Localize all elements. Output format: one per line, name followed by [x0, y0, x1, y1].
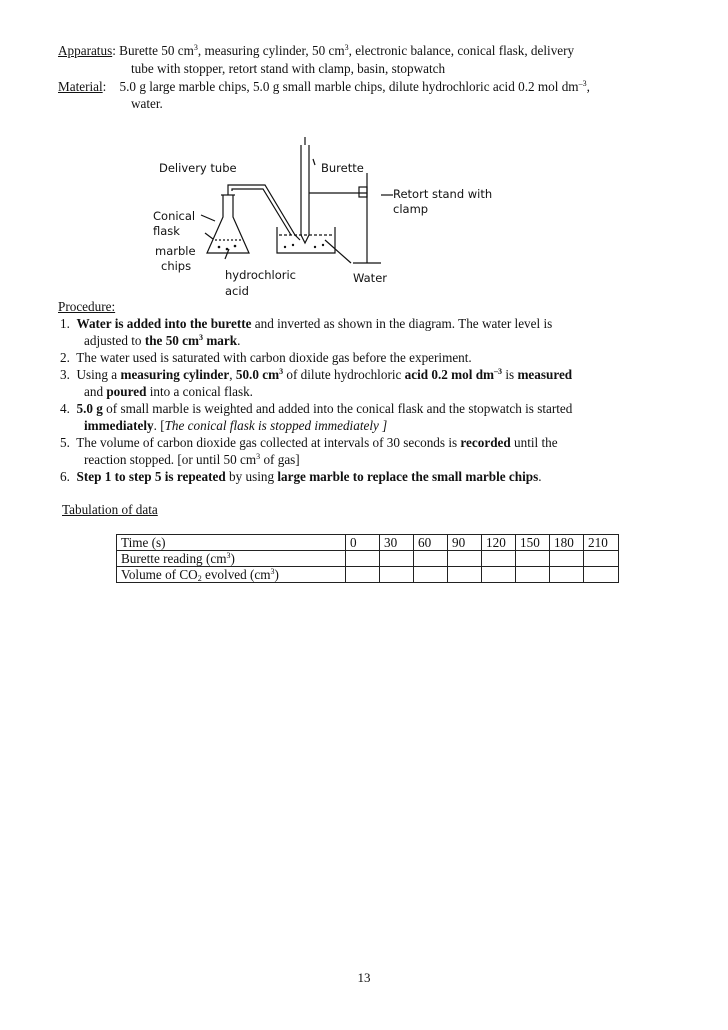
time-cell-7: 210 [584, 535, 619, 551]
table-row-volume [117, 567, 619, 583]
apparatus-line-1: Apparatus: Burette 50 $cm^3$, measuring cylinder, 50 $cm^3$, electronic balance, conical flask, delivery [58, 43, 575, 58]
procedure-step-3: 3. Using a measuring cylinder, 50.0 $cm^3$ of dilute hydrochloric acid 0.2 mol $dm^{-3}$ is measured [60, 367, 573, 382]
procedure-step-5-cont: reaction stopped. [or until 50 $cm^3$ of gas] [84, 452, 300, 467]
tabulation-heading: Tabulation of data [62, 502, 158, 517]
procedure-step-5: 5. The volume of carbon dioxide gas collected at intervals of 30 seconds is recorded until the [60, 435, 558, 450]
label-hcl-2: acid [225, 284, 249, 298]
apparatus-line-2: tube with stopper, retort stand with clamp, basin, stopwatch [131, 61, 446, 76]
conical-flask-shape [207, 195, 249, 253]
data-table [116, 534, 619, 583]
label-conical-2: flask [153, 224, 180, 238]
time-cell-4: 120 [482, 535, 516, 551]
procedure-step-2: 2. The water used is saturated with carbon dioxide gas before the experiment. [60, 350, 472, 365]
label-water: Water [353, 271, 387, 285]
table-cell-volume-header: Volume of $CO_2$ evolved $(cm^3)$ [117, 567, 346, 583]
label-marble-1: marble [155, 244, 196, 258]
label-hcl-1: hydrochloric [225, 268, 296, 282]
time-cell-2: 60 [414, 535, 448, 551]
label-conical-1: Conical [153, 209, 196, 223]
label-burette: Burette [321, 161, 364, 175]
time-cell-3: 90 [448, 535, 482, 551]
apparatus-diagram [145, 135, 505, 305]
time-cell-0: 0 [346, 535, 380, 551]
time-cell-6: 180 [550, 535, 584, 551]
burette-shape [301, 145, 309, 243]
procedure-step-1: 1. Water is added into the burette and inverted as shown in the diagram. The water level is [60, 316, 553, 331]
procedure-step-4: 4. 5.0 g of small marble is weighted and added into the conical flask and the stopwatch is started [60, 401, 573, 416]
time-cell-1: 30 [380, 535, 414, 551]
time-cell-5: 150 [516, 535, 550, 551]
label-marble-2: chips [161, 259, 192, 273]
procedure-step-4-cont: immediately. [The conical flask is stopped immediately ] [84, 418, 388, 433]
page-number: 13 [357, 970, 371, 985]
label-retort-stand-2: clamp [393, 202, 429, 216]
table-row-time [117, 535, 619, 551]
procedure-step-3-cont: and poured into a conical flask. [84, 384, 253, 399]
table-cell-burette-header: Burette reading $(cm^3)$ [117, 551, 346, 567]
table-cell-time-header: Time (s) [117, 535, 346, 551]
procedure-step-6: 6. Step 1 to step 5 is repeated by using large marble to replace the small marble chips. [60, 469, 542, 484]
material-line-2: water. [131, 96, 163, 111]
material-line-1: Material: 5.0 g large marble chips, 5.0 g small marble chips, dilute hydrochloric acid 0.2 mol $dm^{-3}$, [58, 79, 590, 94]
table-row-burette [117, 551, 619, 567]
label-delivery-tube: Delivery tube [159, 161, 237, 175]
procedure-heading: Procedure: [58, 299, 116, 314]
procedure-step-1-cont: adjusted to the 50 $cm^3$ mark. [84, 333, 241, 348]
label-retort-stand-1: Retort stand with [393, 187, 493, 201]
